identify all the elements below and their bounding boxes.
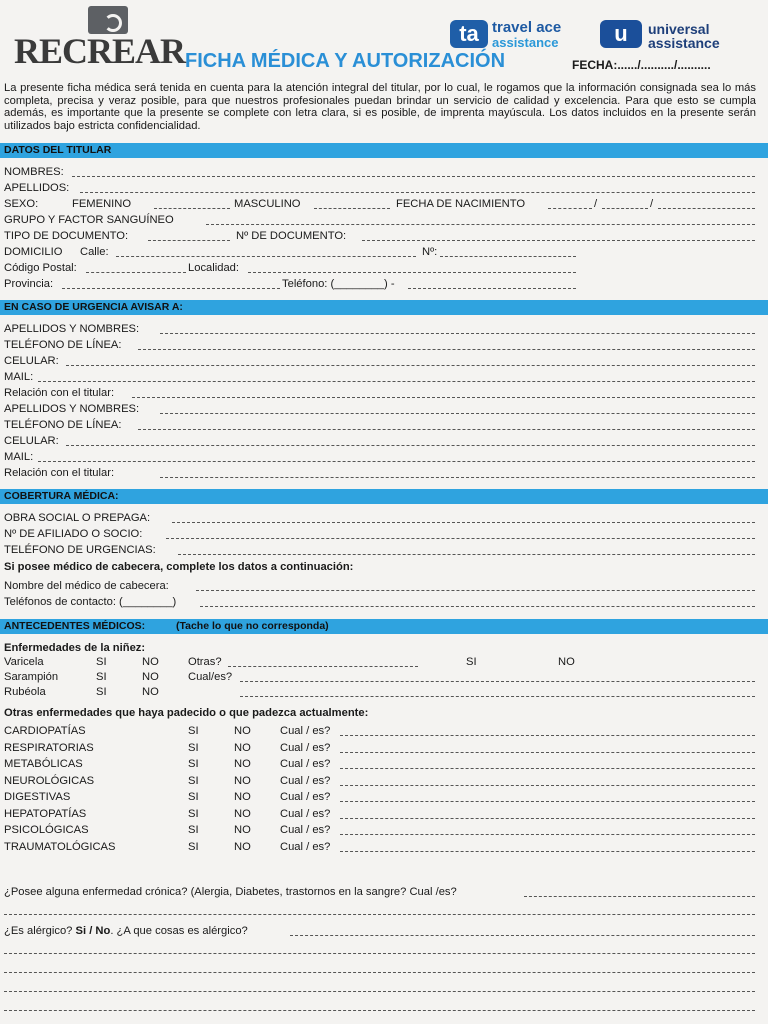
- cronica-label: ¿Posee alguna enfermedad crónica? (Alergia, Diabetes, trastornos en la sangre? Cual /es?: [4, 886, 457, 898]
- urg2-celular-label: CELULAR:: [4, 435, 59, 447]
- ninez-title: Enfermedades de la niñez:: [4, 642, 146, 654]
- urg2-mail-label: MAIL:: [4, 451, 34, 463]
- disease-cual-es-field[interactable]: [340, 818, 755, 819]
- tel-urgencias-field[interactable]: [178, 554, 755, 555]
- alergico-field-2[interactable]: [4, 953, 755, 954]
- disease-label: METABÓLICAS: [4, 758, 83, 770]
- disease-cual-es-label: Cual / es?: [280, 807, 331, 820]
- disease-cual-es-field[interactable]: [340, 768, 755, 769]
- urg1-tel-label: TELÉFONO DE LÍNEA:: [4, 339, 122, 351]
- disease-no[interactable]: NO: [234, 807, 251, 820]
- fecha-nac-month[interactable]: [602, 208, 648, 209]
- urg2-tel-label: TELÉFONO DE LÍNEA:: [4, 419, 122, 431]
- section-urgencia-heading: EN CASO DE URGENCIA AVISAR A:: [4, 301, 183, 313]
- obra-social-field[interactable]: [172, 522, 755, 523]
- disease-cual-es-label: Cual / es?: [280, 774, 331, 787]
- masculino-option[interactable]: MASCULINO: [234, 198, 301, 210]
- fecha-nac-day[interactable]: [548, 208, 592, 209]
- urg1-mail-label: MAIL:: [4, 371, 34, 383]
- urg1-apellidos-field[interactable]: [160, 333, 755, 334]
- tipo-doc-field[interactable]: [148, 240, 230, 241]
- tel-urgencias-label: TELÉFONO DE URGENCIAS:: [4, 544, 156, 556]
- urg2-relacion-field[interactable]: [160, 477, 755, 478]
- telefono-field[interactable]: [408, 288, 576, 289]
- section-cobertura: [0, 489, 768, 504]
- nombres-field[interactable]: [72, 176, 755, 177]
- otras-si[interactable]: SI: [466, 656, 477, 668]
- urg2-relacion-label: Relación con el titular:: [4, 467, 115, 479]
- alergico-field-3[interactable]: [4, 972, 755, 973]
- alergico-question: ¿Es alérgico? Si / No. ¿A que cosas es alérgico?: [4, 925, 248, 937]
- section-cobertura-heading: COBERTURA MÉDICA:: [4, 490, 119, 502]
- cp-label: Código Postal:: [4, 262, 77, 274]
- afiliado-field[interactable]: [166, 538, 755, 539]
- disease-cual-es-field[interactable]: [340, 735, 755, 736]
- fecha-nac-year[interactable]: [658, 208, 755, 209]
- telefono-label: Teléfono: (________) -: [282, 278, 395, 290]
- urg1-tel-field[interactable]: [138, 349, 755, 350]
- num-doc-label: Nº DE DOCUMENTO:: [236, 230, 347, 242]
- disease-cual-es-field[interactable]: [340, 851, 755, 852]
- numero-label: Nº:: [422, 246, 438, 258]
- intro-paragraph: La presente ficha médica será tenida en cuenta para la atención integral del titular, por lo cual, le rogamos que la información consignada sea lo más completa, precisa y veraz posible, para que nuestros profesionales puedan brindar un servicio de calidad y excelencia. Para que esto se cumpla además, es importante que la presente se complete con letra clara, si es posible, de imprenta mayúscula. Los datos incluidos en la presente serán utilizados bajo estricta confidencialidad.: [4, 82, 756, 132]
- urg2-celular-field[interactable]: [66, 445, 755, 446]
- universal-assistance-logo: universal assistance: [648, 21, 720, 51]
- disease-no[interactable]: NO: [234, 725, 251, 737]
- urg2-tel-field[interactable]: [138, 429, 755, 430]
- disease-cual-es-field[interactable]: [340, 752, 755, 753]
- disease-cual-es-label: Cual / es?: [280, 791, 331, 803]
- cronica-field-2[interactable]: [4, 914, 755, 915]
- disease-no[interactable]: NO: [234, 774, 251, 787]
- disease-no[interactable]: NO: [234, 741, 251, 754]
- femenino-option[interactable]: FEMENINO: [72, 198, 132, 210]
- section-titular-heading: DATOS DEL TITULAR: [4, 144, 112, 156]
- alergico-field-5[interactable]: [4, 1010, 755, 1011]
- ninez-sarampion-si[interactable]: SI: [96, 671, 107, 683]
- provincia-label: Provincia:: [4, 278, 54, 290]
- calle-label: Calle:: [80, 246, 109, 258]
- disease-cual-es-field[interactable]: [340, 834, 755, 835]
- disease-si[interactable]: SI: [188, 840, 199, 853]
- otras-enfermedades-title: Otras enfermedades que haya padecido o que padezca actualmente:: [4, 707, 369, 719]
- provincia-field[interactable]: [62, 288, 280, 289]
- cabecera-note: Si posee médico de cabecera, complete los datos a continuación:: [4, 561, 354, 573]
- section-antecedentes: [0, 619, 768, 634]
- alergico-field-4[interactable]: [4, 991, 755, 992]
- domicilio-label: DOMICILIO: [4, 246, 63, 258]
- ninez-rubeola-label: Rubéola: [4, 686, 46, 698]
- otras-label: Otras?: [188, 656, 222, 668]
- disease-cual-es-label: Cual / es?: [280, 824, 331, 836]
- disease-cual-es-label: Cual / es?: [280, 725, 331, 737]
- fecha-nacimiento-label: FECHA DE NACIMIENTO: [396, 198, 526, 210]
- urg1-apellidos-label: APELLIDOS Y NOMBRES:: [4, 323, 140, 335]
- travel-ace-logo-icon: ta: [450, 20, 488, 48]
- urg2-apellidos-field[interactable]: [160, 413, 755, 414]
- disease-si[interactable]: SI: [188, 774, 199, 787]
- urg1-celular-field[interactable]: [66, 365, 755, 366]
- alergico-field[interactable]: [290, 935, 755, 936]
- nombre-medico-label: Nombre del médico de cabecera:: [4, 580, 169, 592]
- urg1-relacion-label: Relación con el titular:: [4, 387, 115, 399]
- disease-si[interactable]: SI: [188, 725, 199, 737]
- nombres-label: NOMBRES:: [4, 166, 64, 178]
- tel-contacto-field[interactable]: [200, 606, 755, 607]
- disease-cual-es-label: Cual / es?: [280, 758, 331, 770]
- grupo-label: GRUPO Y FACTOR SANGUÍNEO: [4, 214, 174, 226]
- disease-label: CARDIOPATÍAS: [4, 725, 86, 737]
- ninez-rubeola-no[interactable]: NO: [142, 686, 159, 698]
- disease-no[interactable]: NO: [234, 791, 251, 803]
- disease-label: NEUROLÓGICAS: [4, 774, 95, 787]
- section-urgencia: [0, 300, 768, 315]
- tel-contacto-label: Teléfonos de contacto: (________): [4, 596, 177, 608]
- disease-label: DIGESTIVAS: [4, 791, 71, 803]
- urg1-relacion-field[interactable]: [132, 397, 755, 398]
- femenino-field[interactable]: [154, 208, 230, 209]
- alergico-si-no[interactable]: Si / No: [75, 925, 111, 937]
- disease-no[interactable]: NO: [234, 840, 251, 853]
- disease-cual-es-field[interactable]: [340, 785, 755, 786]
- ninez-sarampion-no[interactable]: NO: [142, 671, 159, 683]
- nombre-medico-field[interactable]: [196, 590, 755, 591]
- disease-label: HEPATOPATÍAS: [4, 807, 87, 820]
- ninez-varicela-no[interactable]: NO: [142, 656, 159, 668]
- cronica-field[interactable]: [524, 896, 755, 897]
- disease-label: RESPIRATORIAS: [4, 741, 94, 754]
- disease-cual-es-label: Cual / es?: [280, 741, 331, 754]
- cp-field[interactable]: [86, 272, 186, 273]
- section-antecedentes-note: (Tache lo que no corresponda): [176, 620, 329, 632]
- disease-no[interactable]: NO: [234, 824, 251, 836]
- disease-label: TRAUMATOLÓGICAS: [4, 840, 116, 853]
- masculino-field[interactable]: [314, 208, 390, 209]
- cual-es-field-2[interactable]: [240, 696, 755, 697]
- localidad-label: Localidad:: [188, 262, 240, 274]
- ninez-varicela-label: Varicela: [4, 656, 44, 668]
- otras-no[interactable]: NO: [558, 656, 575, 668]
- numero-field[interactable]: [440, 256, 576, 257]
- cual-es-label: Cual/es?: [188, 671, 233, 683]
- ninez-rubeola-si[interactable]: SI: [96, 686, 107, 698]
- disease-cual-es-field[interactable]: [340, 801, 755, 802]
- urg2-mail-field[interactable]: [38, 461, 755, 462]
- section-antecedentes-heading: ANTECEDENTES MÉDICOS:: [4, 620, 146, 632]
- urg1-celular-label: CELULAR:: [4, 355, 59, 367]
- disease-si[interactable]: SI: [188, 758, 199, 770]
- localidad-field[interactable]: [248, 272, 576, 273]
- num-doc-field[interactable]: [362, 240, 755, 241]
- travel-ace-logo: travel ace assistance: [492, 19, 562, 50]
- universal-assistance-logo-icon: u: [600, 20, 642, 48]
- apellidos-label: APELLIDOS:: [4, 182, 70, 194]
- grupo-field[interactable]: [206, 224, 755, 225]
- sexo-label: SEXO:: [4, 198, 39, 210]
- disease-si[interactable]: SI: [188, 807, 199, 820]
- disease-label: PSICOLÓGICAS: [4, 824, 89, 836]
- recrear-logo: RECREAR: [14, 31, 186, 71]
- form-title: FICHA MÉDICA Y AUTORIZACIÓN: [185, 50, 506, 72]
- fecha-field[interactable]: FECHA:....../........../..........: [572, 58, 711, 72]
- obra-social-label: OBRA SOCIAL O PREPAGA:: [4, 512, 151, 524]
- cual-es-field-1[interactable]: [240, 681, 755, 682]
- slash-1: /: [594, 198, 598, 210]
- disease-si[interactable]: SI: [188, 741, 199, 754]
- urg1-mail-field[interactable]: [38, 381, 755, 382]
- otras-field[interactable]: [228, 666, 418, 667]
- calle-field[interactable]: [116, 256, 416, 257]
- urg2-apellidos-label: APELLIDOS Y NOMBRES:: [4, 403, 140, 415]
- apellidos-field[interactable]: [80, 192, 755, 193]
- section-titular: [0, 143, 768, 158]
- ninez-sarampion-label: Sarampión: [4, 671, 59, 683]
- tipo-doc-label: TIPO DE DOCUMENTO:: [4, 230, 129, 242]
- ninez-varicela-si[interactable]: SI: [96, 656, 107, 668]
- disease-no[interactable]: NO: [234, 758, 251, 770]
- afiliado-label: Nº DE AFILIADO O SOCIO:: [4, 528, 143, 540]
- disease-si[interactable]: SI: [188, 791, 199, 803]
- slash-2: /: [650, 198, 654, 210]
- disease-cual-es-label: Cual / es?: [280, 840, 331, 853]
- disease-si[interactable]: SI: [188, 824, 199, 836]
